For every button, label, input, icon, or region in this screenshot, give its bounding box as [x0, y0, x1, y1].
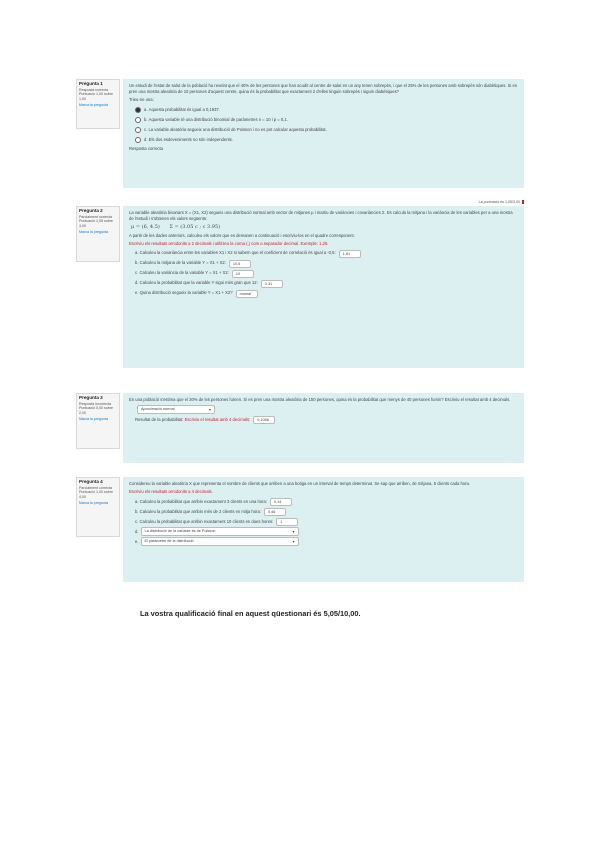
subquestion-a: [129, 249, 518, 258]
option-label: c.: [144, 127, 148, 132]
formula-sigma: Σ = (3.05 c ; c 3.95): [169, 224, 221, 231]
flag-question-link[interactable]: Marca la pregunta: [79, 103, 108, 108]
chevron-down-icon: ▾: [208, 407, 211, 413]
formula: [131, 224, 518, 230]
option-text: Aquesta variable té una distribució binomial de paràmetres n = 10 i p = 0,1.: [148, 117, 288, 122]
final-grade: La vostra qualificació final en aquest qüestionari és 5,05/10,00.: [140, 609, 361, 618]
subquestion-e: [129, 537, 518, 546]
answer-prompt: Trieu-ne una:: [129, 97, 154, 103]
question-4-body: [123, 477, 524, 582]
sub-text: Calculeu la probabilitat que la variable Y sigui més gran que 12:: [139, 280, 258, 286]
flag-question-link[interactable]: Marca la pregunta: [79, 417, 108, 422]
answer-input[interactable]: 0,46: [264, 508, 286, 516]
select-value: El paràmetre de la distribució: [144, 539, 194, 544]
answer-input[interactable]: 0,14: [270, 498, 292, 506]
radio-icon[interactable]: [135, 137, 141, 143]
question-1-body: [123, 79, 524, 188]
sub-label: d.: [135, 528, 139, 534]
sub-label: e.: [135, 290, 139, 296]
option-b[interactable]: [129, 116, 518, 125]
question-3-body: [123, 393, 524, 463]
option-c[interactable]: [129, 126, 518, 135]
method-select[interactable]: [137, 405, 215, 414]
select-value: La distribució de la variable és de Poisson: [144, 529, 216, 534]
question-mark: Puntuació 1,05 sobre 3,00: [79, 219, 113, 228]
sub-text: Quina distribució segueix la variable Y = X1 + X2?: [139, 290, 233, 296]
option-text: La variable aleatòria segueix una distribució de Poisson i no es pot calcular aquesta probabilitat.: [148, 127, 327, 132]
subquestion-c: [129, 269, 518, 278]
answer-input[interactable]: normal: [236, 290, 258, 298]
chevron-down-icon: ▾: [292, 539, 295, 545]
question-text: Considereu la variable aleatòria X que representa el nombre de clients que arriben a una botiga en un interval de temps determinat. Se sap que arriben, de mitjana, 5 clients cada hora.: [129, 481, 471, 486]
option-label: b.: [144, 117, 148, 122]
answer-input[interactable]: 0,31: [261, 280, 283, 288]
sub-label: c.: [135, 518, 139, 524]
answer-input[interactable]: 0,1056: [253, 416, 275, 424]
sub-text: Calculeu la variància de la variable Y = X1 + X2:: [139, 270, 229, 276]
answer-input[interactable]: 10: [232, 270, 254, 278]
select-value: Aproximació normal: [141, 407, 175, 412]
question-mark: Puntuació 0,00 sobre 2,00: [79, 406, 113, 415]
sub-label: b.: [135, 508, 139, 514]
formula-mu: μ = (6, 4.5): [131, 224, 160, 231]
question-text: En una població s'estima que el 30% de les persones fumen. Si es pren una mostra aleatòria de 150 persones, quina és la probabilitat que menys de 40 persones fumin? Escriviu el resultat amb 4 decimals.: [129, 397, 511, 402]
sub-text: Calculeu la covariància entre les variables X1 i X2 si sabem que el coeficient de correlació és igual a -0,5:: [139, 250, 336, 256]
question-number: Pregunta 4: [79, 479, 103, 484]
sub-label: b.: [135, 260, 139, 266]
sub-label: c.: [135, 270, 139, 276]
question-text: Un estudi de l'estat de salut de la població ha revelat que el 40% de les persones que han acudit al centre de salut en un any tenen sobrepès, i que el 25% de les persones amb sobrepès són diabètiques. Si es pren una mostra aleatòria de 10 persones d'aquest centre, quina és la probabilitat que exactament 2 d'elles tinguin sobrepès i siguin diabètiques?: [129, 83, 517, 95]
question-number: Pregunta 2: [79, 208, 103, 213]
radio-icon[interactable]: [135, 117, 141, 123]
question-number: Pregunta 3: [79, 395, 103, 400]
subquestion-d: [129, 527, 518, 536]
sub-text: Calculeu la mitjana de la variable Y = X1 + X2:: [139, 260, 226, 266]
sub-label: a.: [135, 498, 139, 504]
sub-text: Calculeu la probabilitat que arribin exactament 10 clients en dues hores:: [139, 518, 274, 524]
question-1-info: [76, 79, 120, 129]
option-label: d.: [144, 137, 148, 142]
radio-icon[interactable]: [135, 127, 141, 133]
question-mark: Puntuació 1,00 sobre 4,00: [79, 490, 113, 499]
distribution-select[interactable]: [141, 527, 299, 536]
flag-question-link[interactable]: Marca la pregunta: [79, 501, 108, 506]
question-3-info: [76, 393, 120, 449]
question-4-info: [76, 477, 120, 537]
question-2-body: [123, 206, 524, 368]
question-text: La variable aleatòria bivariant X = (X1, X2) segueix una distribució normal amb vector de mitjanes μ i matriu de variàncies i covariàncies Σ. Es calcula la mitjana i la variància de les variables per a una mostra de l'estudi i s'obtenen els valors següents:: [129, 210, 513, 222]
radio-selected-icon[interactable]: [135, 107, 141, 113]
question-number: Pregunta 1: [79, 81, 103, 86]
sub-text: Calculeu la probabilitat que arribin exactament 3 clients en una hora:: [139, 498, 268, 504]
grade-corner: La puntuació és 1,05/3,00: [477, 200, 524, 204]
subquestion-b: [129, 259, 518, 268]
answer-input[interactable]: 10,5: [229, 260, 251, 268]
question-text-2: A partir de les dades anteriors, calculeu els valors que es demanen a continuació i escriviu-los en el quadre corresponent.: [129, 232, 355, 238]
sub-text: Resultat de la probabilitat:: [135, 416, 184, 422]
parameter-select[interactable]: [141, 537, 299, 546]
option-a[interactable]: [129, 106, 518, 115]
instruction-note: Escriviu els resultats arrodonits a 4 decimals.: [129, 489, 213, 495]
sub-note: Escriviu el resultat amb 4 decimals:: [184, 416, 251, 422]
feedback-text: Resposta correcta: [129, 145, 163, 151]
answer-input[interactable]: 1,81: [339, 250, 361, 258]
subquestion-c: [129, 517, 518, 526]
option-label: a.: [144, 107, 148, 112]
question-status: Parcialment correcta: [79, 214, 112, 219]
subquestion-d: [129, 279, 518, 288]
sub-label: a.: [135, 250, 139, 256]
method-select-row: [129, 405, 518, 414]
answer-input[interactable]: 1: [276, 518, 298, 526]
flag-question-link[interactable]: Marca la pregunta: [79, 230, 108, 235]
subquestion-b: [129, 507, 518, 516]
sub-label: e.: [135, 538, 139, 544]
question-mark: Puntuació 1,00 sobre 1,00: [79, 92, 113, 101]
question-status: Parcialment correcta: [79, 485, 112, 490]
chevron-down-icon: ▾: [292, 529, 295, 535]
question-2-info: [76, 206, 120, 262]
option-text: Aquesta probabilitat és igual a 0,1937.: [148, 107, 220, 112]
sub-text: Calculeu la probabilitat que arribin més de 2 clients en mitja hora:: [139, 508, 261, 514]
sub-label: d.: [135, 280, 139, 286]
question-status: Resposta incorrecta: [79, 401, 111, 406]
question-status: Resposta correcta: [79, 87, 109, 92]
subquestion-a: [129, 497, 518, 506]
option-text: Els dos esdeveniments no són independents.: [148, 137, 233, 142]
instruction-note: Escriviu els resultats arrodonits a 2 decimals i utilitzeu la coma (,) com a separador decimal. Exemple: 1,25.: [129, 240, 329, 246]
option-d[interactable]: [129, 136, 518, 145]
probability-row: [129, 415, 518, 424]
subquestion-e: [129, 289, 518, 298]
